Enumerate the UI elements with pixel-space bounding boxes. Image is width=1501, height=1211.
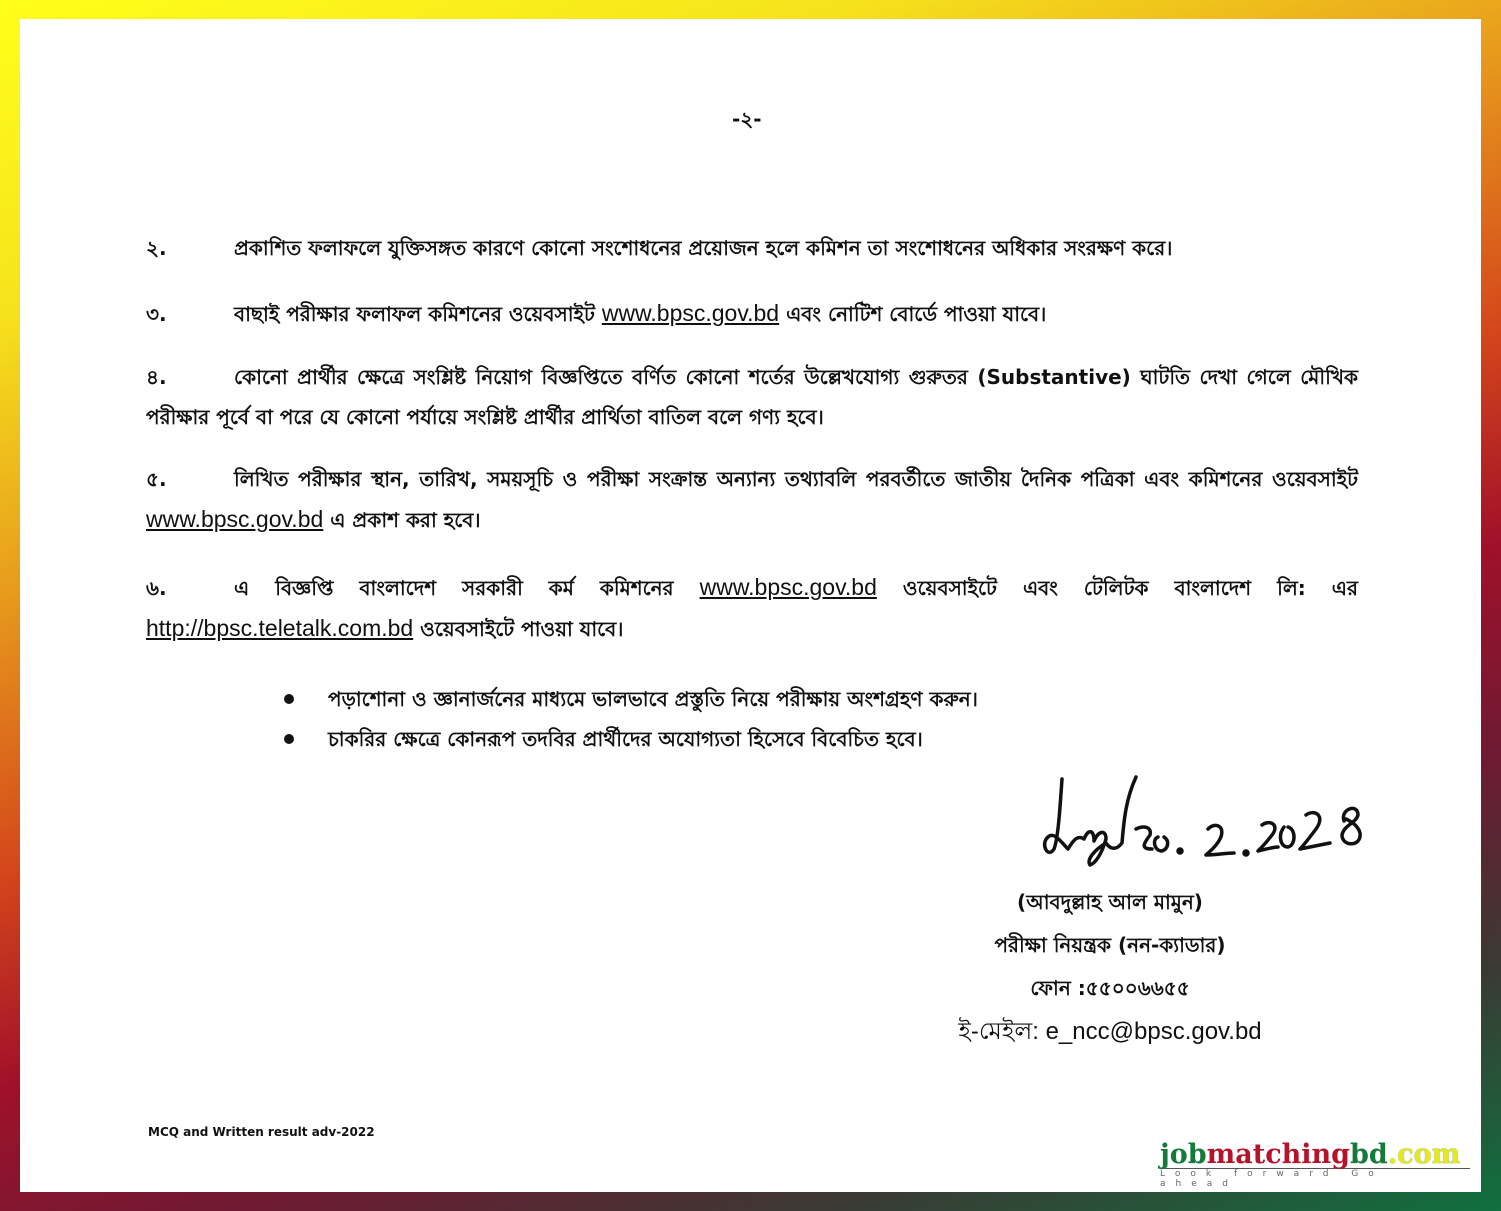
paragraph-text: ওয়েবসাইটে এবং টেলিটক বাংলাদেশ লি: এর bbox=[902, 576, 1358, 600]
paragraph-5 bbox=[146, 459, 1358, 540]
signatory-phone: ফোন :৫৫০০৬৬৫৫ bbox=[1030, 976, 1190, 1000]
paragraph-number: ৪. bbox=[146, 365, 167, 389]
bullet-item bbox=[282, 719, 978, 759]
signatory-name: (আবদুল্লাহ আল মামুন) bbox=[1017, 890, 1203, 914]
watermark-brand: jobmatchingbd.com bbox=[1160, 1139, 1461, 1170]
paragraph-text: কোনো প্রার্থীর ক্ষেত্রে সংশ্লিষ্ট নিয়োগ বিজ্ঞপ্তিতে বর্ণিত কোনো শর্তের উল্লেখযোগ্য গুরুতর (Substantive) ঘাটতি দেখা গেলে মৌখিক পরীক্ষার পূর্বে বা পরে যে কোনো পর্যায়ে সংশ্লিষ্ট প্রার্থীর প্রার্থিতা বাতিল বলে গণ্য হবে। bbox=[146, 365, 1358, 429]
teletalk-website-link[interactable]: http://bpsc.teletalk.com.bd bbox=[146, 615, 414, 641]
paragraph-text: বাছাই পরীক্ষার ফলাফল কমিশনের ওয়েবসাইট bbox=[234, 302, 595, 326]
paragraph-text: এ প্রকাশ করা হবে। bbox=[330, 508, 481, 532]
signatory-email[interactable]: ই-মেইল: e_ncc@bpsc.gov.bd bbox=[958, 1018, 1262, 1045]
bullet-text: পড়াশোনা ও জ্ঞানার্জনের মাধ্যমে ভালভাবে প্রস্তুতি নিয়ে পরীক্ষায় অংশগ্রহণ করুন। bbox=[328, 687, 978, 711]
paragraph-4 bbox=[146, 357, 1358, 437]
paragraph-text: এ বিজ্ঞপ্তি বাংলাদেশ সরকারী কর্ম কমিশনের bbox=[234, 576, 674, 600]
signatory-block bbox=[940, 881, 1280, 1053]
bullet-item bbox=[282, 679, 978, 719]
watermark-logo bbox=[1160, 1140, 1480, 1190]
paragraph-6 bbox=[146, 567, 1358, 649]
bullet-icon bbox=[284, 694, 294, 704]
document-page bbox=[20, 19, 1481, 1192]
bpsc-website-link[interactable]: www.bpsc.gov.bd bbox=[146, 506, 324, 532]
footer-reference-code: MCQ and Written result adv-2022 bbox=[148, 1125, 375, 1139]
bpsc-website-link[interactable]: www.bpsc.gov.bd bbox=[699, 574, 877, 600]
handwritten-signature bbox=[1040, 769, 1450, 879]
paragraph-text: ওয়েবসাইটে পাওয়া যাবে। bbox=[420, 617, 624, 641]
paragraph-number: ৩. bbox=[146, 302, 167, 326]
paragraph-number: ২. bbox=[146, 236, 167, 260]
paragraph-text: প্রকাশিত ফলাফলে যুক্তিসঙ্গত কারণে কোনো সংশোধনের প্রয়োজন হলে কমিশন তা সংশোধনের অধিকার সংরক্ষণ করে। bbox=[234, 236, 1173, 260]
bullet-text: চাকরির ক্ষেত্রে কোনরূপ তদবির প্রার্থীদের অযোগ্যতা হিসেবে বিবেচিত হবে। bbox=[328, 727, 923, 751]
advice-bullet-list bbox=[282, 679, 978, 759]
paragraph-text: এবং নোটিশ বোর্ডে পাওয়া যাবে। bbox=[786, 302, 1047, 326]
bpsc-website-link[interactable]: www.bpsc.gov.bd bbox=[601, 300, 780, 326]
signatory-designation: পরীক্ষা নিয়ন্ত্রক (নন-ক্যাডার) bbox=[994, 933, 1226, 957]
bullet-icon bbox=[284, 734, 294, 744]
paragraph-number: ৫. bbox=[146, 467, 167, 491]
watermark-tagline: Look forward Go ahead bbox=[1160, 1168, 1470, 1189]
paragraph-text: লিখিত পরীক্ষার স্থান, তারিখ, সময়সূচি ও পরীক্ষা সংক্রান্ত অন্যান্য তথ্যাবলি পরবর্তীতে জাতীয় দৈনিক পত্রিকা এবং কমিশনের ওয়েবসাইট bbox=[234, 467, 1358, 491]
paragraph-3 bbox=[146, 293, 1358, 334]
paragraph-2 bbox=[146, 228, 1358, 268]
page-number: -২- bbox=[732, 107, 762, 131]
paragraph-number: ৬. bbox=[146, 576, 167, 600]
